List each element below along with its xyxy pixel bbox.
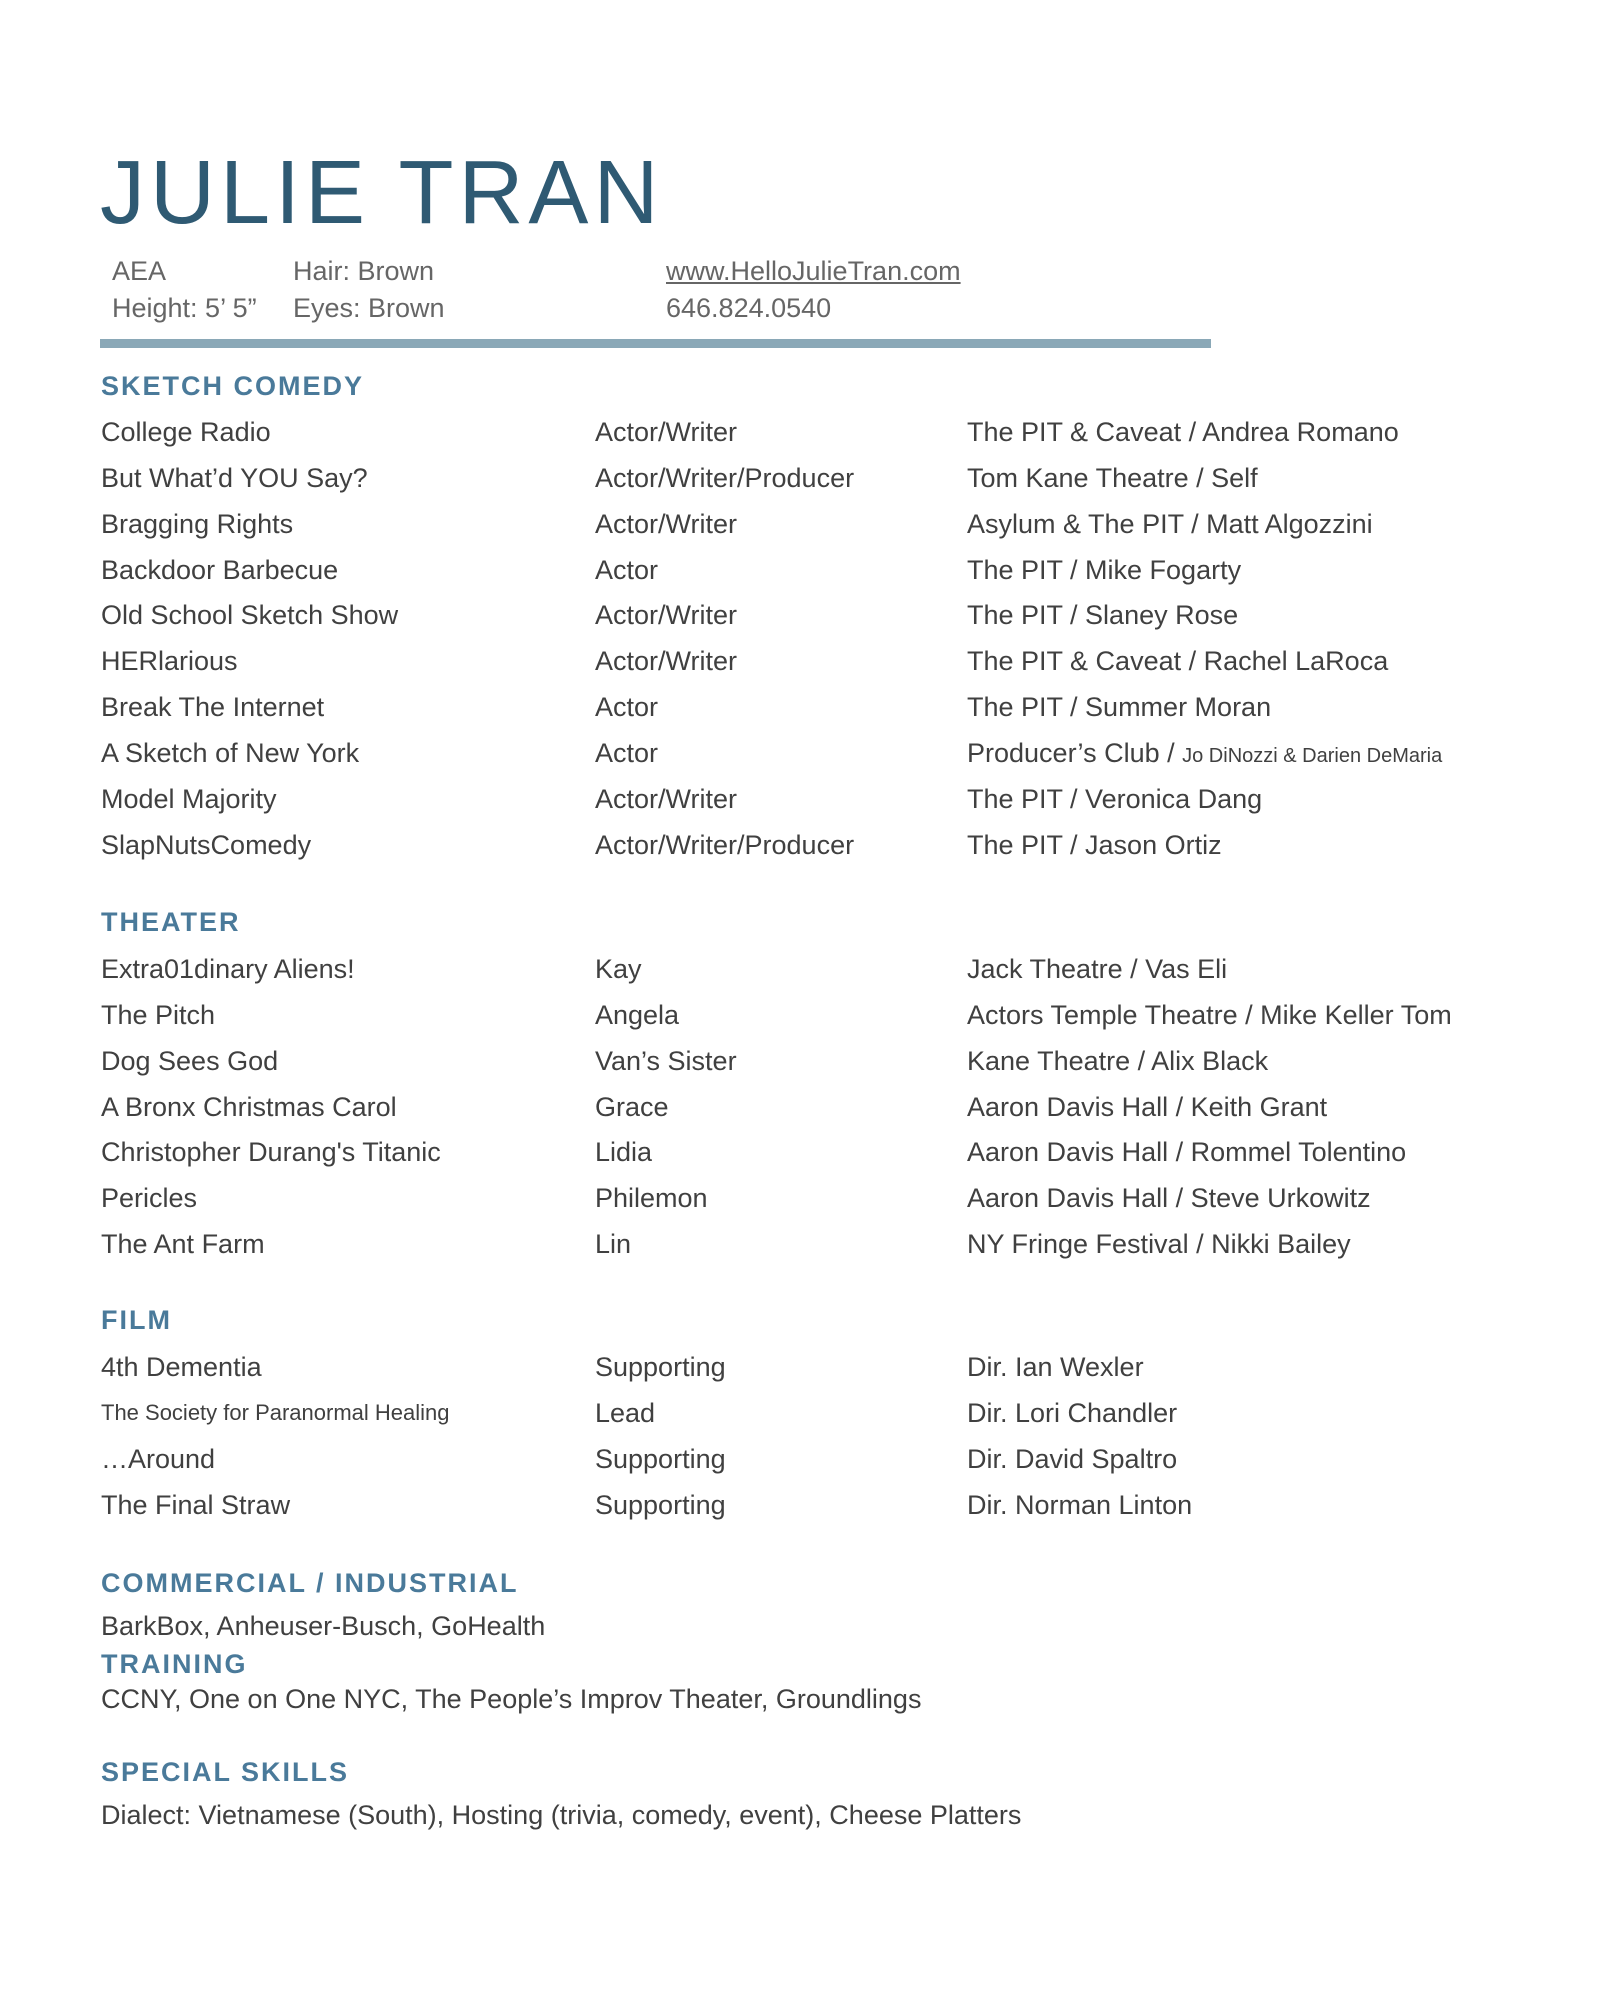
table-row (0, 1224, 1600, 1264)
credit-title: Pericles (101, 1183, 198, 1213)
union-status: AEA (112, 256, 167, 286)
table-row (0, 733, 1600, 773)
credit-venue: Aaron Davis Hall / Rommel Tolentino (967, 1137, 1407, 1167)
credit-venue: Tom Kane Theatre / Self (967, 463, 1258, 493)
credit-venue: Aaron Davis Hall / Keith Grant (967, 1092, 1328, 1122)
training-list: CCNY, One on One NYC, The People’s Improv Theater, Groundlings (101, 1684, 922, 1714)
credit-role: Actor/Writer/Producer (595, 463, 855, 493)
table-row (0, 412, 1600, 452)
credit-venue: The PIT / Veronica Dang (967, 784, 1263, 814)
table-row (0, 825, 1600, 865)
table-row (0, 458, 1600, 498)
table-row (0, 641, 1600, 681)
hair-eyes-column (293, 253, 445, 327)
credit-venue: The PIT / Summer Moran (967, 692, 1272, 722)
credit-venue: The PIT / Slaney Rose (967, 600, 1239, 630)
credit-role: Actor/Writer (595, 509, 738, 539)
credit-title: 4th Dementia (101, 1352, 262, 1382)
eyes-info: Eyes: Brown (293, 293, 445, 323)
credit-title: …Around (101, 1444, 216, 1474)
credit-venue: Aaron Davis Hall / Steve Urkowitz (967, 1183, 1371, 1213)
credit-role: Actor/Writer (595, 417, 738, 447)
credit-role: Actor (595, 738, 659, 768)
section-heading-sketch: SKETCH COMEDY (101, 371, 365, 401)
credit-role: Actor/Writer (595, 600, 738, 630)
credit-venue: Kane Theatre / Alix Black (967, 1046, 1269, 1076)
table-row (0, 687, 1600, 727)
table-row (0, 550, 1600, 590)
credit-title: The Ant Farm (101, 1229, 265, 1259)
credit-title: Christopher Durang's Titanic (101, 1137, 441, 1167)
credit-director: Jo DiNozzi & Darien DeMaria (1182, 745, 1443, 767)
credit-role: Lead (595, 1398, 656, 1428)
table-row (0, 1439, 1600, 1479)
height-info: Height: 5’ 5” (112, 293, 257, 323)
credit-venue: Dir. Lori Chandler (967, 1398, 1178, 1428)
table-row (0, 1087, 1600, 1127)
credit-role: Supporting (595, 1352, 726, 1382)
credit-role: Actor/Writer/Producer (595, 830, 855, 860)
table-row (0, 1132, 1600, 1172)
credit-role: Philemon (595, 1183, 708, 1213)
table-row (0, 995, 1600, 1035)
credit-title: But What’d YOU Say? (101, 463, 368, 493)
credit-title: Bragging Rights (101, 509, 294, 539)
page-title: JULIE TRAN (100, 143, 664, 243)
credit-role: Actor (595, 555, 659, 585)
section-heading-theater: THEATER (101, 907, 241, 937)
table-row (0, 1393, 1600, 1433)
table-row (0, 779, 1600, 819)
credit-venue: The PIT / Mike Fogarty (967, 555, 1242, 585)
credit-title: A Sketch of New York (101, 738, 360, 768)
credit-venue: Dir. Ian Wexler (967, 1352, 1144, 1382)
credit-role: Actor (595, 692, 659, 722)
credit-role: Supporting (595, 1490, 726, 1520)
table-row (0, 595, 1600, 635)
credit-title: Model Majority (101, 784, 277, 814)
credit-role: Lidia (595, 1137, 653, 1167)
table-row (0, 1485, 1600, 1525)
credit-role: Actor/Writer (595, 646, 738, 676)
credit-role: Kay (595, 954, 642, 984)
credit-venue: Actors Temple Theatre / Mike Keller Tom (967, 1000, 1452, 1030)
skills-list: Dialect: Vietnamese (South), Hosting (trivia, comedy, event), Cheese Platters (101, 1800, 1022, 1830)
table-row (0, 1347, 1600, 1387)
credit-title: Old School Sketch Show (101, 600, 399, 630)
website-link[interactable]: www.HelloJulieTran.com (666, 256, 961, 286)
credit-role: Van’s Sister (595, 1046, 737, 1076)
table-row (0, 1041, 1600, 1081)
credit-title: The Society for Paranormal Healing (101, 1400, 450, 1425)
contact-column (666, 253, 961, 327)
credit-title: A Bronx Christmas Carol (101, 1092, 397, 1122)
table-row (0, 504, 1600, 544)
credit-role: Supporting (595, 1444, 726, 1474)
union-height-column (112, 253, 257, 327)
credit-venue: The PIT / Jason Ortiz (967, 830, 1222, 860)
commercial-list: BarkBox, Anheuser-Busch, GoHealth (101, 1611, 546, 1641)
credit-role: Angela (595, 1000, 680, 1030)
credit-venue: Dir. David Spaltro (967, 1444, 1178, 1474)
phone-number: 646.824.0540 (666, 293, 832, 323)
credit-venue: NY Fringe Festival / Nikki Bailey (967, 1229, 1351, 1259)
credit-title: Backdoor Barbecue (101, 555, 339, 585)
credit-venue: Asylum & The PIT / Matt Algozzini (967, 509, 1373, 539)
credit-title: The Pitch (101, 1000, 216, 1030)
credit-venue: Jack Theatre / Vas Eli (967, 954, 1228, 984)
credit-role: Grace (595, 1092, 669, 1122)
credit-venue-cell (967, 733, 1442, 776)
credit-role: Lin (595, 1229, 632, 1259)
credit-title: SlapNutsComedy (101, 830, 312, 860)
credit-venue: Producer’s Club / (967, 738, 1175, 768)
table-row (0, 1178, 1600, 1218)
credit-venue: Dir. Norman Linton (967, 1490, 1193, 1520)
section-heading-skills: SPECIAL SKILLS (101, 1757, 350, 1787)
credit-role: Actor/Writer (595, 784, 738, 814)
section-heading-commercial: COMMERCIAL / INDUSTRIAL (101, 1568, 519, 1598)
credit-title: College Radio (101, 417, 271, 447)
hair-info: Hair: Brown (293, 256, 435, 286)
credit-title: Extra01dinary Aliens! (101, 954, 355, 984)
header-divider (100, 339, 1211, 348)
section-heading-film: FILM (101, 1305, 172, 1335)
credit-title: The Final Straw (101, 1490, 291, 1520)
credit-title: Break The Internet (101, 692, 325, 722)
credit-venue: The PIT & Caveat / Andrea Romano (967, 417, 1399, 447)
credit-title: Dog Sees God (101, 1046, 279, 1076)
credit-title: HERlarious (101, 646, 238, 676)
credit-venue: The PIT & Caveat / Rachel LaRoca (967, 646, 1389, 676)
table-row (0, 949, 1600, 989)
section-heading-training: TRAINING (101, 1649, 248, 1679)
